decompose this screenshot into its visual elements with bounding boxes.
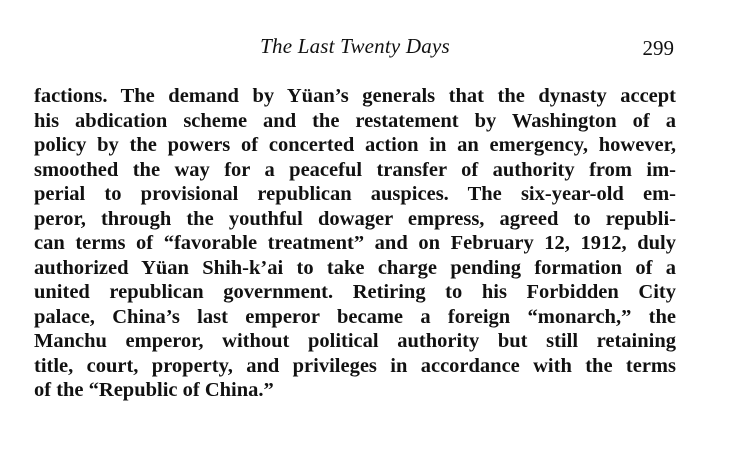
text-line: smoothed the way for a peaceful transfer of authority from im- bbox=[34, 158, 676, 181]
page-header bbox=[34, 34, 676, 64]
text-line: policy by the powers of concerted action in an emergency, however, bbox=[34, 134, 676, 156]
text-line: Manchu emperor, without political authority but still retaining bbox=[34, 330, 676, 352]
text-line: title, court, property, and privileges in accordance with the terms bbox=[34, 354, 676, 377]
text-line: perial to provisional republican auspices. The six-year-old em- bbox=[34, 183, 676, 205]
text-line: his abdication scheme and the restatement by Washington of a bbox=[34, 109, 676, 132]
text-line: peror, through the youthful dowager empress, agreed to republi- bbox=[34, 207, 676, 230]
running-title: The Last Twenty Days bbox=[260, 34, 450, 58]
text-line: authorized Yüan Shih-k’ai to take charge pending formation of a bbox=[34, 256, 676, 279]
text-line: palace, China’s last emperor became a foreign “monarch,” the bbox=[34, 305, 676, 328]
text-line: factions. The demand by Yüan’s generals that the dynasty accept bbox=[34, 85, 676, 107]
text-line: united republican government. Retiring to his Forbidden City bbox=[34, 281, 676, 303]
body-paragraph bbox=[34, 84, 676, 403]
page-number: 299 bbox=[642, 36, 674, 60]
text-line: can terms of “favorable treatment” and on February 12, 1912, duly bbox=[34, 232, 676, 254]
text-line: of the “Republic of China.” bbox=[34, 379, 274, 401]
